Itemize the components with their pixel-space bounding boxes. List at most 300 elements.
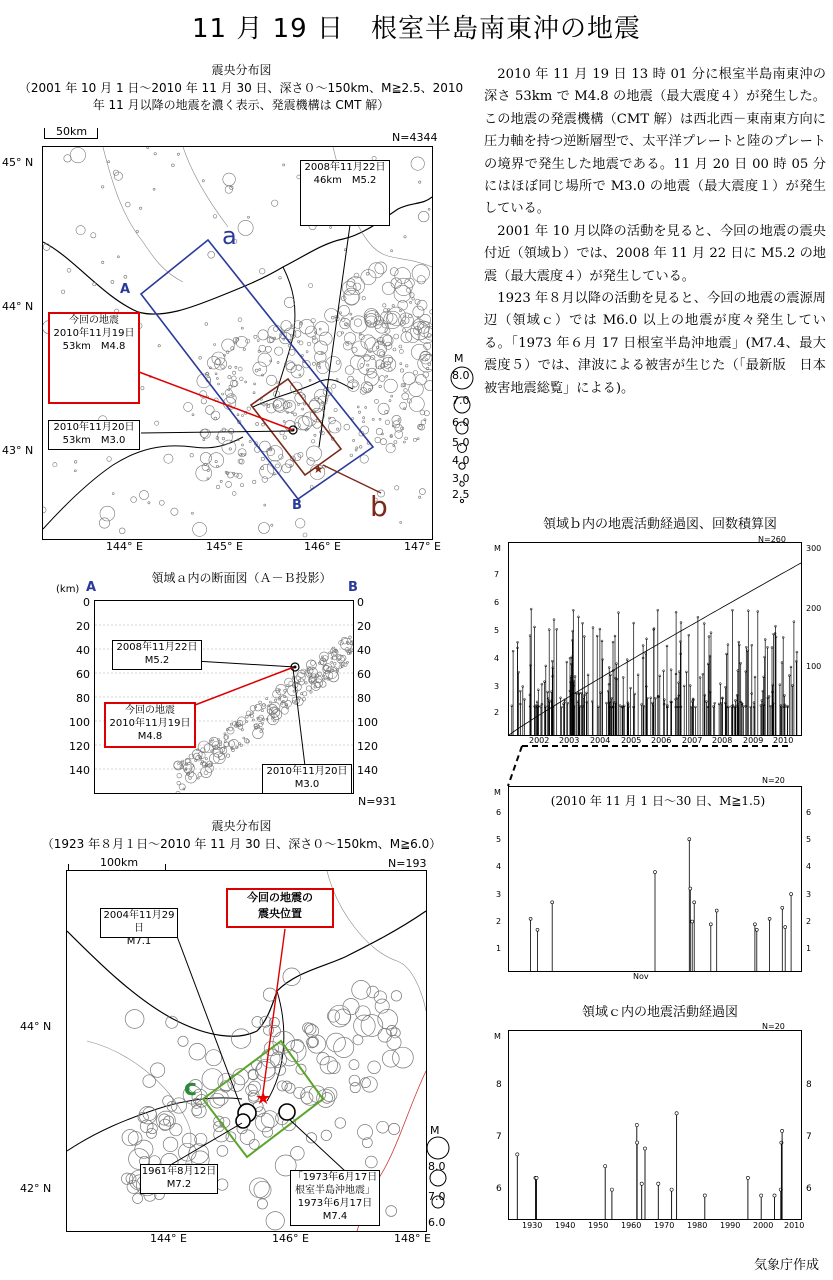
epicenter-marker <box>210 1093 225 1108</box>
epicenter-marker <box>199 357 202 360</box>
hypocenter-marker <box>241 729 243 731</box>
chart-c-year-1950: 1950 <box>588 1221 609 1230</box>
epicenter-marker <box>256 422 259 425</box>
epicenter-marker <box>390 268 398 276</box>
chart-b-zoom-count: N=20 <box>762 776 785 785</box>
epicenter-marker <box>133 1194 143 1204</box>
epicenter-marker <box>158 345 160 347</box>
svg-text:★: ★ <box>255 1088 272 1109</box>
epicenter-marker <box>232 376 237 381</box>
epicenter-marker <box>203 439 205 441</box>
svg-text:★: ★ <box>313 462 324 476</box>
epicenter-marker <box>307 342 311 346</box>
epicenter-marker <box>237 414 239 416</box>
epicenter-marker <box>306 1133 316 1143</box>
epicenter-marker <box>375 437 381 443</box>
map1-heading: 震央分布図 <box>211 63 272 77</box>
chart-c-year-1970: 1970 <box>654 1221 675 1230</box>
epicenter-marker <box>153 188 155 190</box>
epicenter-marker <box>394 334 399 339</box>
map2-mag-8: 8.0 <box>428 1160 446 1173</box>
epicenter-marker <box>409 293 414 298</box>
epicenter-marker <box>349 1060 359 1070</box>
epicenter-marker <box>372 418 374 420</box>
callout-epicenter-position <box>226 888 334 928</box>
chart-b-heading: 領域ｂ内の地震活動経過図、回数積算図 <box>542 517 777 532</box>
epicenter-marker <box>240 377 244 381</box>
map1-mag-legend-title: M <box>454 352 464 365</box>
chart-c-m8-l: 8 <box>496 1080 502 1090</box>
epicenter-marker <box>127 1180 140 1193</box>
epicenter-marker <box>91 233 96 238</box>
epicenter-marker <box>339 305 350 316</box>
epicenter-marker <box>255 369 258 372</box>
chart-b-year-2009: 2009 <box>743 736 764 745</box>
epicenter-marker <box>336 361 340 365</box>
chart-c-year-axis <box>508 1221 808 1233</box>
epicenter-marker <box>284 297 294 307</box>
hypocenter-marker <box>333 662 336 665</box>
map1-mag-3: 3.0 <box>452 472 470 485</box>
epicenter-marker <box>61 290 64 293</box>
depth-120-left: 120 <box>69 740 90 753</box>
epicenter-marker <box>301 1092 313 1104</box>
hypocenter-marker <box>293 690 295 692</box>
epicenter-marker <box>413 438 416 441</box>
epicenter-marker <box>403 441 405 443</box>
epicenter-marker <box>392 305 394 307</box>
epicenter-marker <box>232 395 234 397</box>
epicenter-marker <box>309 284 313 288</box>
epicenter-marker <box>421 420 426 425</box>
section-callout-main <box>104 702 196 748</box>
epicenter-marker <box>222 339 235 352</box>
chart-b-m7: 7 <box>494 570 500 579</box>
epicenter-marker <box>306 446 321 461</box>
chart-c-year-1990: 1990 <box>720 1221 741 1230</box>
epicenter-marker <box>319 366 321 368</box>
epicenter-marker <box>200 453 211 464</box>
depth-140-left: 140 <box>69 764 90 777</box>
epicenter-marker <box>143 1075 156 1088</box>
epicenter-marker <box>385 410 388 413</box>
epicenter-marker <box>344 424 350 430</box>
map1-lon-145: 145° E <box>206 540 243 553</box>
epicenter-marker <box>266 1212 284 1230</box>
map2-mag-7: 7.0 <box>428 1190 446 1203</box>
epicenter-marker <box>184 402 193 411</box>
epicenter-marker <box>321 1130 331 1140</box>
epicenter-marker <box>400 521 402 523</box>
epicenter-marker <box>255 1113 274 1132</box>
epicenter-marker <box>178 1036 188 1046</box>
epicenter-marker <box>139 207 141 209</box>
hypocenter-marker <box>191 765 194 768</box>
epicenter-marker <box>122 1173 133 1184</box>
epicenter-marker <box>53 463 57 467</box>
hypocenter-marker <box>270 702 280 712</box>
epicenter-marker <box>275 347 283 355</box>
epicenter-marker <box>254 383 256 385</box>
epicenter-marker <box>417 300 427 310</box>
hypocenter-marker <box>260 730 263 733</box>
depth-140-right: 140 <box>357 764 378 777</box>
epicenter-marker <box>259 368 261 370</box>
section-b-label: B <box>348 580 358 595</box>
hypocenter-marker <box>307 670 309 672</box>
chart-z-m6-l: 6 <box>496 808 502 817</box>
epicenter-marker <box>164 454 173 463</box>
hypocenter-marker <box>349 636 352 639</box>
epicenter-marker <box>430 310 432 314</box>
epicenter-marker <box>43 244 50 251</box>
epicenter-marker <box>191 512 193 514</box>
hypocenter-marker <box>269 701 271 703</box>
epicenter-marker <box>297 403 299 405</box>
epicenter-marker <box>206 1050 222 1066</box>
epicenter-marker <box>277 361 279 363</box>
hypocenter-marker <box>246 711 250 715</box>
epicenter-marker <box>294 413 297 416</box>
callout-2004 <box>100 908 178 947</box>
chart-c-year-1980: 1980 <box>687 1221 708 1230</box>
chart-b-m5: 5 <box>494 626 500 635</box>
epicenter-marker <box>353 283 361 291</box>
epicenter-marker <box>259 345 266 352</box>
epicenter-marker <box>291 365 304 378</box>
epicenter-marker <box>383 304 386 307</box>
epicenter-marker <box>410 301 412 303</box>
epicenter-marker <box>201 399 206 404</box>
hypocenter-marker <box>337 668 339 670</box>
map1-count: N=4344 <box>392 131 438 144</box>
epicenter-marker <box>380 439 386 445</box>
epicenter-marker <box>417 438 419 440</box>
hypocenter-marker <box>229 727 233 731</box>
event-point <box>709 923 712 926</box>
map1-lat-44: 44° N <box>2 300 34 313</box>
epicenter-marker <box>252 1017 263 1028</box>
chart-z-m1-l: 1 <box>496 944 502 953</box>
description-paragraph-2: 2001 年 10 月以降の活動を見ると、今回の地震の震央付近（領域ｂ）では、2008 年 11 月 22 日に M5.2 の地震（最大震度４）が発生している。 <box>484 223 826 284</box>
epicenter-marker <box>309 379 311 381</box>
hypocenter-marker <box>282 700 284 702</box>
depth-120-right: 120 <box>357 740 378 753</box>
epicenter-marker <box>417 317 419 319</box>
epicenter-marker <box>124 275 127 278</box>
epicenter-marker <box>419 496 421 498</box>
epicenter-marker <box>332 384 336 388</box>
chart-b-zoom-subtitle: (2010 年 11 月 1 日～30 日、M≧1.5) <box>550 794 766 808</box>
event-point <box>640 1182 643 1185</box>
epicenter-marker <box>238 367 242 371</box>
epicenter-marker <box>107 457 112 462</box>
epicenter-marker <box>99 518 109 528</box>
epicenter-marker <box>296 365 302 371</box>
section-callout-2008-date: 2008年11月22日 <box>116 642 198 653</box>
chart-c-heading: 領域ｃ内の地震活動経過図 <box>581 1005 738 1020</box>
map1-mag-4: 4.0 <box>452 454 470 467</box>
epicenter-marker <box>263 404 265 406</box>
epicenter-marker <box>143 1107 156 1120</box>
event-point <box>781 1129 784 1132</box>
section-unit: (km) <box>56 584 80 595</box>
epicenter-marker <box>399 345 402 348</box>
map1-lon-144: 144° E <box>106 540 143 553</box>
epicenter-marker <box>155 421 159 425</box>
chart-c-plot <box>508 1030 802 1220</box>
callout-main-date: 2010年11月19日 <box>53 328 135 339</box>
epicenter-marker <box>228 375 231 378</box>
hypocenter-marker <box>266 698 268 700</box>
hypocenter-marker <box>306 686 311 691</box>
epicenter-marker <box>302 408 304 410</box>
hypocenter-marker <box>205 758 207 760</box>
chart-b-m4: 4 <box>494 654 500 663</box>
map2-scale-label: 100km <box>100 856 139 869</box>
epicenter-marker <box>125 1010 144 1029</box>
epicenter-marker <box>147 147 149 149</box>
epicenter-marker <box>395 424 403 432</box>
epicenter-marker <box>382 282 394 294</box>
section-count: N=931 <box>358 795 397 808</box>
event-point <box>675 1112 678 1115</box>
map1-lat-45: 45° N <box>2 156 34 169</box>
epicenter-marker <box>353 1035 363 1045</box>
hypocenter-marker <box>230 723 232 725</box>
epicenter-marker <box>76 226 85 235</box>
epicenter-marker <box>358 411 360 413</box>
epicenter-marker <box>406 329 420 343</box>
epicenter-marker <box>248 216 250 218</box>
footer-credit: 気象庁作成 <box>753 1258 819 1273</box>
epicenter-marker <box>217 1179 228 1190</box>
chart-c-m6-l: 6 <box>496 1184 502 1194</box>
epicenter-marker <box>353 439 355 441</box>
description-paragraph-3: 1923 年８月以降の活動を見ると、今回の地震の震源周辺（領域ｃ）では M6.0 以上の地震が度々発生している。「1973 年６月 17 日根室半島沖地震」(M7.4、最大震度５）では、津波による被害が生じた（「最新版 日本被害地震総覧」による)。 <box>484 291 826 396</box>
epicenter-marker <box>279 277 282 280</box>
chart-b-m-label: M <box>494 544 501 553</box>
callout-1973-line1: 「1973年6月17日 <box>292 1172 378 1183</box>
map1-scale-label: 50km <box>56 125 88 138</box>
callout-1973-line4: M7.4 <box>322 1211 348 1222</box>
epicenter-marker <box>428 208 430 210</box>
event-point <box>753 923 756 926</box>
hypocenter-marker <box>177 773 182 778</box>
chart-z-m2-l: 2 <box>496 917 502 926</box>
epicenter-marker <box>411 157 424 170</box>
epicenter-marker <box>418 211 429 222</box>
epicenter-marker <box>177 153 179 155</box>
epicenter-marker <box>229 448 231 450</box>
event-point <box>691 920 694 923</box>
epicenter-marker <box>226 351 229 354</box>
epicenter-marker <box>358 1125 373 1140</box>
callout-1961 <box>140 1164 218 1194</box>
epicenter-marker <box>217 1146 228 1157</box>
chart-b-count: N=260 <box>758 535 786 544</box>
hypocenter-marker <box>273 720 275 722</box>
epicenter-marker <box>271 524 273 526</box>
chart-c-m8-r: 8 <box>806 1080 812 1090</box>
epicenter-marker <box>238 220 253 235</box>
chart-b-zoom-m-label: M <box>494 788 501 797</box>
chart-b-year-2005: 2005 <box>621 736 642 745</box>
callout-1961-mag: M7.2 <box>166 1179 192 1190</box>
epicenter-marker <box>406 288 410 292</box>
epicenter-marker <box>352 382 357 387</box>
epicenter-marker <box>412 298 415 301</box>
event-point <box>551 901 554 904</box>
epicenter-marker <box>391 991 401 1001</box>
hypocenter-marker <box>337 670 339 672</box>
epicenter-marker <box>379 418 381 420</box>
epicenter-marker <box>229 366 232 369</box>
epicenter-marker <box>355 449 357 451</box>
epicenter-marker <box>345 366 354 375</box>
callout-1973 <box>290 1170 380 1226</box>
epicenter-marker <box>202 180 204 182</box>
epicenter-marker <box>354 273 359 278</box>
map2-heading: 震央分布図 <box>211 819 272 833</box>
epicenter-marker <box>312 362 315 365</box>
chart-b-zoom-xlabel: Nov <box>633 972 649 981</box>
epicenter-marker <box>314 434 316 436</box>
depth-60-left: 60 <box>76 668 90 681</box>
epicenter-marker <box>261 457 264 460</box>
description-text <box>484 64 826 400</box>
section-callout-1120-mag: M3.0 <box>294 779 320 790</box>
epicenter-marker <box>222 440 236 454</box>
epicenter-marker <box>141 387 144 390</box>
epicenter-marker <box>311 440 315 444</box>
epicenter-marker <box>386 443 395 452</box>
epicenter-marker <box>398 418 400 420</box>
epicenter-marker <box>391 250 393 252</box>
chart-b-zoom-plot <box>508 786 802 972</box>
callout-1973-line2: 根室半島沖地震」 <box>295 1185 375 1196</box>
hypocenter-marker <box>252 712 254 714</box>
epicenter-marker <box>283 436 286 439</box>
epicenter-marker <box>359 446 362 449</box>
hypocenter-marker <box>178 763 180 765</box>
chart-b-cum-300: 300 <box>806 544 822 553</box>
chart-c-year-1960: 1960 <box>621 1221 642 1230</box>
callout-main-info: 53km M4.8 <box>62 341 126 352</box>
depth-80-left: 80 <box>76 692 90 705</box>
callout-2008-date: 2008年11月22日 <box>304 162 386 173</box>
callout-2008-info: 46km M5.2 <box>313 175 377 186</box>
section-a-label: A <box>86 580 97 595</box>
epicenter-marker <box>327 1033 346 1052</box>
epicenter-marker <box>243 348 245 350</box>
event-point <box>760 1194 763 1197</box>
epicenter-marker <box>117 256 119 258</box>
epicenter-marker <box>150 1063 164 1077</box>
epicenter-marker <box>357 406 359 408</box>
epicenter-marker <box>376 428 383 435</box>
epicenter-marker <box>299 374 301 376</box>
epicenter-marker <box>403 372 415 384</box>
section-depth-axis-left <box>56 596 90 796</box>
hypocenter-marker <box>318 672 322 676</box>
epicenter-marker <box>171 508 178 515</box>
event-point <box>773 1194 776 1197</box>
epicenter-marker <box>283 420 285 422</box>
epicenter-marker <box>366 272 369 275</box>
chart-z-m3-r: 3 <box>806 890 812 899</box>
map2-lon-148: 148° E <box>394 1232 431 1245</box>
hypocenter-marker <box>224 736 228 740</box>
epicenter-marker <box>216 485 220 489</box>
hypocenter-marker <box>245 715 248 718</box>
epicenter-marker <box>119 528 125 534</box>
epicenter-marker <box>254 335 257 338</box>
hypocenter-marker <box>331 661 333 663</box>
epicenter-marker <box>291 412 293 414</box>
epicenter-marker <box>337 428 339 430</box>
chart-z-m1-r: 1 <box>806 944 812 953</box>
depth-100-left: 100 <box>69 716 90 729</box>
epicenter-marker <box>389 1123 400 1134</box>
chart-z-m5-r: 5 <box>806 835 812 844</box>
epicenter-marker <box>253 480 256 483</box>
epicenter-marker <box>385 328 390 333</box>
point-a-label: A <box>120 282 131 297</box>
event-point <box>688 838 691 841</box>
section-callout-1120-date: 2010年11月20日 <box>266 766 348 777</box>
hypocenter-marker <box>329 652 331 654</box>
chart-b-cum-100: 100 <box>806 662 822 671</box>
epicenter-marker <box>389 400 391 402</box>
epicenter-marker <box>311 319 315 323</box>
callout-1961-date: 1961年8月12日 <box>141 1166 217 1177</box>
epicenter-marker <box>350 1083 360 1093</box>
epicenter-marker <box>172 164 175 167</box>
depth-60-right: 60 <box>357 668 371 681</box>
callout-1120-date: 2010年11月20日 <box>53 422 135 433</box>
epicenter-marker <box>148 502 150 504</box>
epicenter-marker <box>276 405 278 407</box>
event-point <box>654 871 657 874</box>
chart-c-m7-r: 7 <box>806 1132 812 1142</box>
hypocenter-marker <box>197 777 199 779</box>
chart-c-count: N=20 <box>762 1022 785 1031</box>
chart-b-year-2003: 2003 <box>559 736 580 745</box>
epicenter-marker <box>283 164 285 166</box>
epicenter-marker <box>375 399 379 403</box>
event-point <box>790 893 793 896</box>
depth-0-left: 0 <box>83 596 90 609</box>
event-point <box>755 928 758 931</box>
epicenter-marker <box>306 351 308 353</box>
epicenter-marker <box>395 268 411 284</box>
epicenter-marker <box>363 421 365 423</box>
epicenter-marker <box>226 481 232 487</box>
epicenter-marker <box>356 447 358 449</box>
hypocenter-marker <box>204 771 208 775</box>
epicenter-marker <box>291 1039 304 1052</box>
epicenter-marker <box>395 430 403 438</box>
chart-c-m-label: M <box>494 1032 501 1041</box>
epicenter-marker <box>248 1070 258 1080</box>
epicenter-marker <box>207 478 209 480</box>
epicenter-marker <box>321 352 323 354</box>
epicenter-marker <box>349 1075 360 1086</box>
event-point <box>636 1141 639 1144</box>
map1-mag-7: 7.0 <box>452 394 470 407</box>
hypocenter-marker <box>185 759 191 765</box>
